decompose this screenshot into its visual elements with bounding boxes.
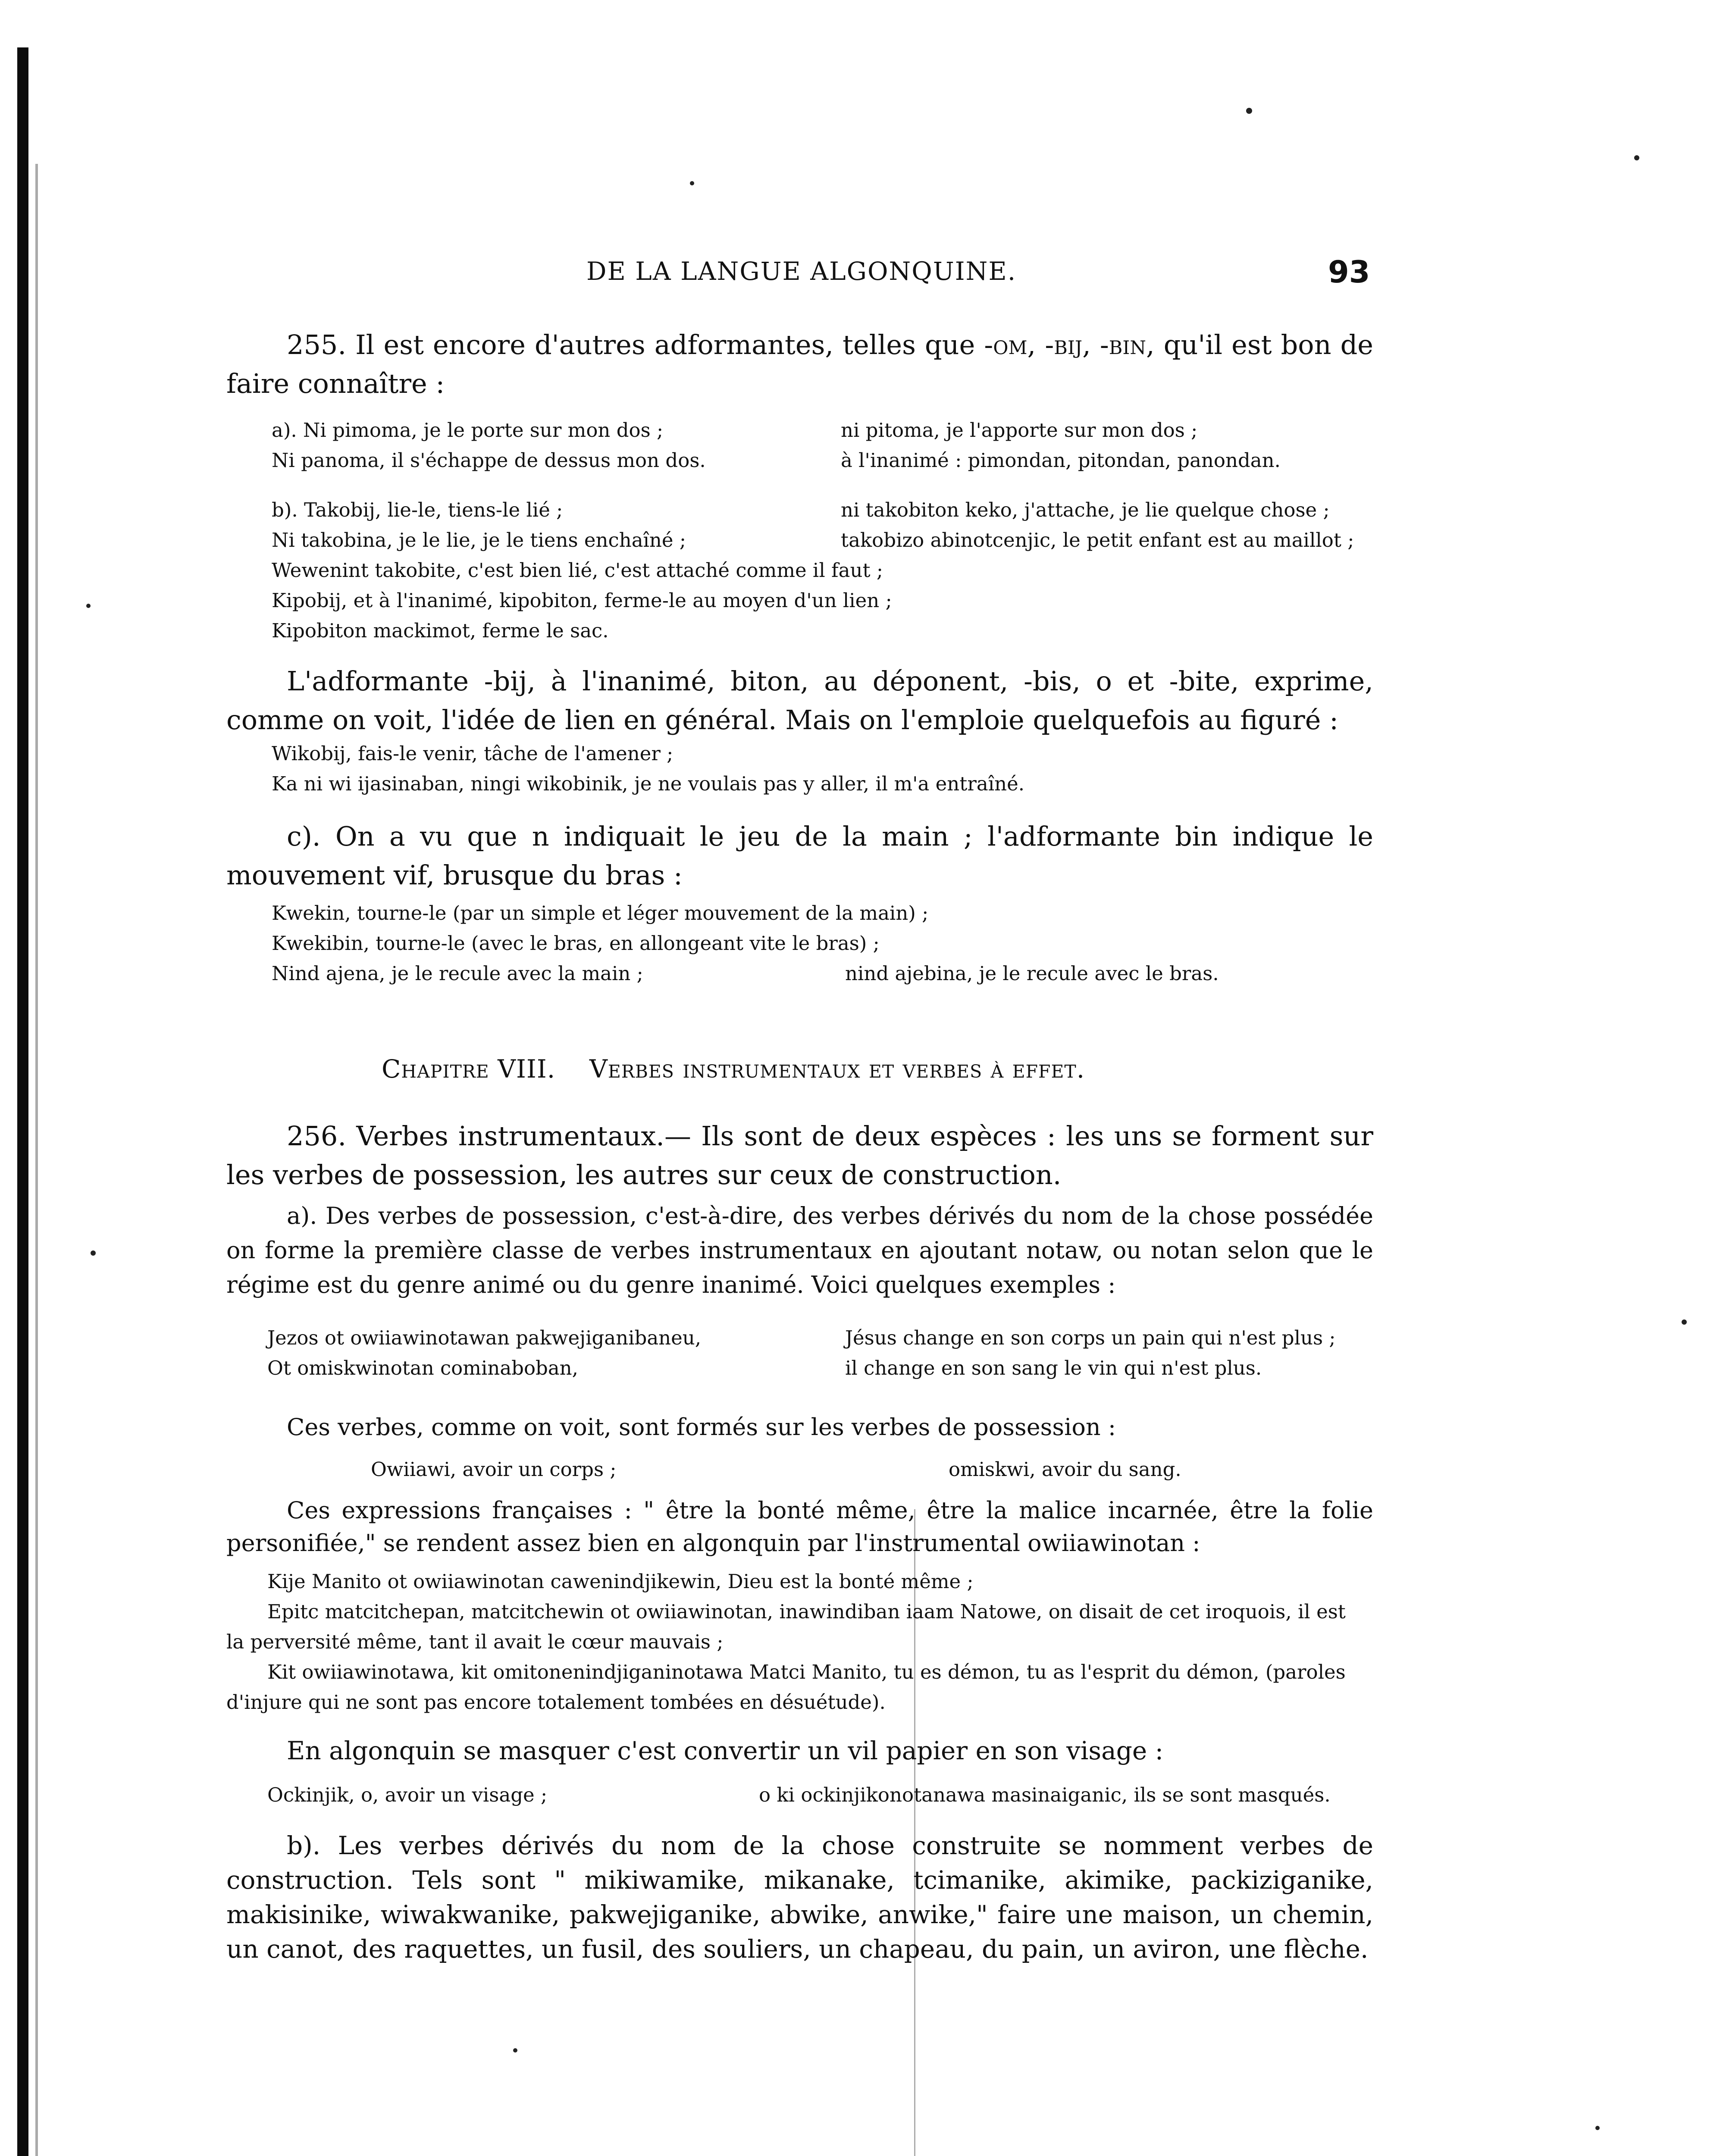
example-line: d'injure qui ne sont pas encore totalement tombées en désuétude).: [226, 1691, 886, 1714]
example-line: Kwekibin, tourne-le (avec le bras, en allongeant vite le bras) ;: [272, 932, 880, 955]
example-line: Owiiawi, avoir un corps ;: [371, 1458, 617, 1481]
example-line: la perversité même, tant il avait le cœur mauvais ;: [226, 1630, 724, 1653]
paragraph-255: [226, 326, 1373, 403]
page-number: 93: [1328, 254, 1370, 290]
book-spine-shadow: [17, 47, 28, 2156]
paragraph-number: 256.: [287, 1120, 347, 1152]
example-line: Jezos ot owiiawinotawan pakwejiganibaneu,: [267, 1326, 702, 1349]
example-line: Wikobij, fais-le venir, tâche de l'amener ;: [272, 742, 673, 765]
example-line: à l'inanimé : pimondan, pitondan, panondan.: [841, 449, 1281, 472]
example-line: Ockinjik, o, avoir un visage ;: [267, 1783, 548, 1806]
example-line: omiskwi, avoir du sang.: [949, 1458, 1181, 1481]
example-line: nind ajebina, je le recule avec le bras.: [845, 962, 1219, 985]
example-line: Kwekin, tourne-le (par un simple et léger mouvement de la main) ;: [272, 902, 929, 924]
chapter-heading: [382, 1054, 1085, 1084]
scan-speck: [690, 181, 694, 185]
example-line: Epitc matcitchepan, matcitchewin ot owiiawinotan, inawindiban iaam Natowe, on disait de cet iroquois, il est: [267, 1600, 1346, 1623]
scan-speck: [1246, 108, 1252, 114]
chapter-title: Verbes instrumentaux et verbes à effet.: [589, 1054, 1085, 1084]
scan-speck: [1595, 2126, 1600, 2130]
paragraph-tail: , qu'il est bon de faire connaître :: [226, 329, 1373, 399]
paragraph-lead: Il est encore d'autres adformantes, telles que: [346, 329, 984, 360]
running-title: DE LA LANGUE ALGONQUINE.: [586, 257, 1017, 286]
example-line: Ni panoma, il s'échappe de dessus mon dos.: [272, 449, 706, 472]
chapter-label: Chapitre VIII.: [382, 1054, 556, 1084]
scan-speck: [86, 604, 91, 608]
suffix-list: -om, -bij, -bin: [984, 329, 1146, 360]
paragraph-text: Verbes instrumentaux.— Ils sont de deux espèces : les uns se forment sur les verbes de possession, les autres sur ceux de construction.: [226, 1120, 1373, 1191]
example-line: Kije Manito ot owiiawinotan cawenindjikewin, Dieu est la bonté même ;: [267, 1570, 974, 1593]
example-line: o ki ockinjikonotanawa masinaiganic, ils se sont masqués.: [759, 1783, 1331, 1806]
scan-speck: [1634, 155, 1639, 160]
binding-edge: [35, 164, 38, 2156]
paragraph-number: 255.: [287, 329, 347, 360]
example-line: Kipobij, et à l'inanimé, kipobiton, ferme-le au moyen d'un lien ;: [272, 589, 892, 612]
example-line: Jésus change en son corps un pain qui n'est plus ;: [845, 1326, 1336, 1349]
example-line: ni pitoma, je l'apporte sur mon dos ;: [841, 419, 1198, 442]
example-line: Kipobiton mackimot, ferme le sac.: [272, 619, 609, 642]
scan-speck: [91, 1250, 96, 1256]
paragraph-256: [226, 1117, 1373, 1194]
example-line: Kit owiiawinotawa, kit omitonenindjiganinotawa Matci Manito, tu es démon, tu as l'esprit du démon, (paroles: [267, 1661, 1346, 1683]
example-line: Ka ni wi ijasinaban, ningi wikobinik, je ne voulais pas y aller, il m'a entraîné.: [272, 772, 1025, 795]
paragraph-masquer: En algonquin se masquer c'est convertir un vil papier en son visage :: [287, 1736, 1164, 1765]
paragraph-a: a). Des verbes de possession, c'est-à-dire, des verbes dérivés du nom de la chose possédée on forme la première classe de verbes instrumentaux en ajoutant notaw, ou notan selon que le régime est du genre animé ou du genre inanimé. Voici quelques exemples :: [226, 1202, 1373, 1298]
paragraph-ces-verbes: Ces verbes, comme on voit, sont formés sur les verbes de possession :: [287, 1413, 1116, 1441]
scan-speck: [1682, 1319, 1687, 1325]
example-line: ni takobiton keko, j'attache, je lie quelque chose ;: [841, 498, 1330, 521]
paragraph-c: c). On a vu que n indiquait le jeu de la main ; l'adformante bin indique le mouvement vif, brusque du bras :: [226, 821, 1373, 891]
example-line: Nind ajena, je le recule avec la main ;: [272, 962, 643, 985]
paragraph-expressions: Ces expressions françaises : " être la bonté même, être la malice incarnée, être la folie personifiée," se rendent assez bien en algonquin par l'instrumental owiiawinotan :: [226, 1497, 1373, 1557]
example-line: takobizo abinotcenjic, le petit enfant est au maillot ;: [841, 529, 1354, 552]
paragraph-b: b). Les verbes dérivés du nom de la chose construite se nomment verbes de construction. Tels sont " mikiwamike, mikanake, tcimanike, akimike, packiziganike, makisinike, wiwakwanike, pakwejiganike, abwike, anwike," faire une maison, un chemin, un canot, des raquettes, un fusil, des souliers, un chapeau, du pain, un aviron, une flèche.: [226, 1831, 1373, 1964]
example-line: b). Takobij, lie-le, tiens-le lié ;: [272, 498, 563, 521]
example-line: Wewenint takobite, c'est bien lié, c'est attaché comme il faut ;: [272, 559, 883, 582]
example-line: a). Ni pimoma, je le porte sur mon dos ;: [272, 419, 664, 442]
example-line: Ot omiskwinotan cominaboban,: [267, 1357, 578, 1379]
example-line: il change en son sang le vin qui n'est plus.: [845, 1357, 1262, 1379]
scan-speck: [513, 2048, 517, 2053]
paragraph-adformante: L'adformante -bij, à l'inanimé, biton, au déponent, -bis, o et -bite, exprime, comme on voit, l'idée de lien en général. Mais on l'emploie quelquefois au figuré :: [226, 665, 1373, 736]
example-line: Ni takobina, je le lie, je le tiens enchaîné ;: [272, 529, 686, 552]
